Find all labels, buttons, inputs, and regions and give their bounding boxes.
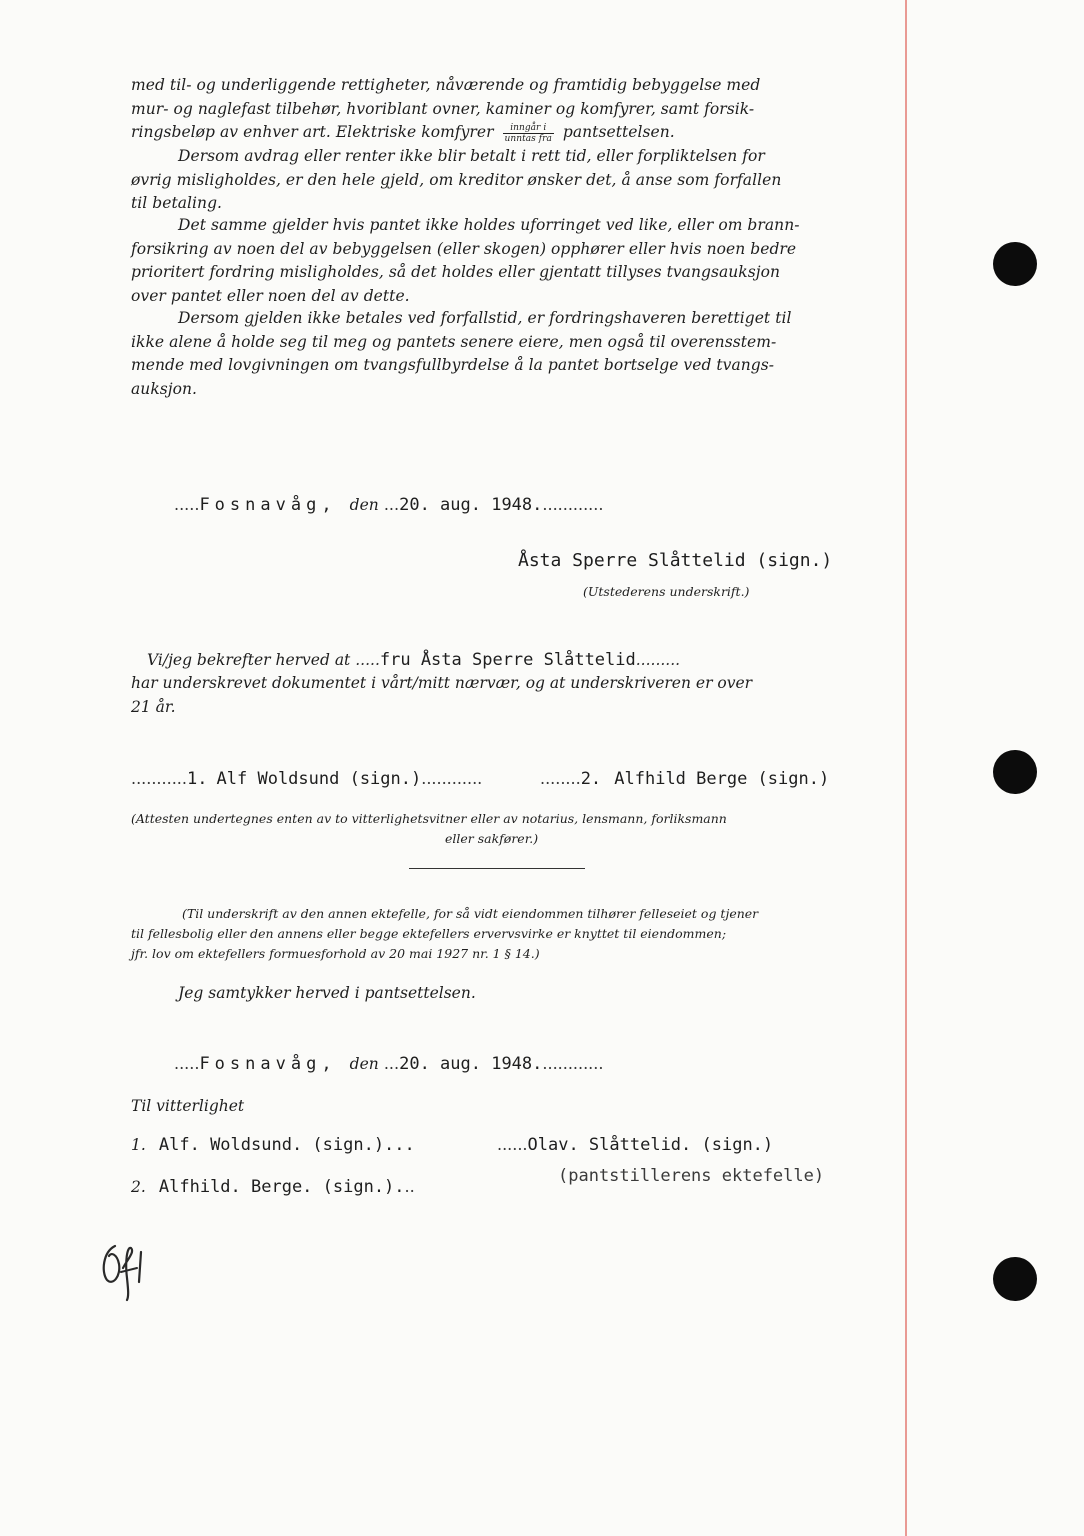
text-line: over pantet eller noen del av dette. (131, 286, 410, 305)
witness-line: ...........1. Alf Woldsund (sign.)............ (131, 769, 483, 789)
divider (409, 868, 585, 869)
witness-row: 2. Alfhild. Berge. (sign.)... (131, 1177, 415, 1197)
mortgage-clause-paragraph (131, 74, 871, 145)
issuer-signature: Åsta Sperre Slåttelid (sign.) (518, 550, 833, 571)
confirmed-signer-name: fru Åsta Sperre Slåttelid (379, 650, 636, 670)
handwritten-initials (97, 1238, 157, 1302)
spouse-note: til fellesbolig eller den annens eller begge ektefellers ervervsvirke er knyttet til eiendommen; (131, 926, 727, 941)
inclusion-fraction (503, 123, 554, 144)
consent-statement: Jeg samtykker herved i pantsettelsen. (178, 984, 476, 1002)
attestation-note: (Attesten undertegnes enten av to vitterlighetsvitner eller av notarius, lensmann, forliksmann (131, 811, 727, 826)
punch-hole (993, 1257, 1037, 1301)
spouse-signature: Olav. Slåttelid. (sign.) (527, 1135, 774, 1155)
punch-hole (993, 242, 1037, 286)
text-line: Dersom gjelden ikke betales ved forfallstid, er fordringshaveren berettiget til (178, 309, 792, 327)
text-line: Det samme gjelder hvis pantet ikke holdes uforringet ved like, eller om brann- (178, 216, 800, 234)
spouse-note: jfr. lov om ektefellers formuesforhold av 20 mai 1927 nr. 1 § 14.) (131, 946, 540, 961)
issuer-date: 20. aug. 1948. (399, 495, 543, 515)
text-line (131, 121, 871, 145)
spouse-signature-row: ......Olav. Slåttelid. (sign.) (497, 1135, 774, 1155)
text-line: med til- og underliggende rettigheter, nåværende og framtidig bebyggelse med (131, 76, 761, 94)
enforcement-clause-paragraph (131, 307, 871, 401)
witness-signature: Alfhild. Berge. (sign.). (158, 1177, 405, 1197)
witness-signature: Alfhild Berge (sign.) (614, 769, 830, 789)
text-line: prioritert fordring misligholdes, så det holdes eller gjentatt tillyses tvangsauksjon (131, 263, 781, 282)
punch-hole (993, 750, 1037, 794)
confirmation-text: har underskrevet dokumentet i vårt/mitt nærvær, og at underskriveren er over (131, 674, 753, 692)
spouse-date: 20. aug. 1948. (399, 1054, 543, 1074)
text-line: ikke alene å holde seg til meg og pantets senere eiere, men også til overensstem- (131, 332, 777, 351)
witness-signature: Alf. Woldsund. (sign.)... (158, 1135, 415, 1155)
spouse-place: Fosnavåg, (199, 1054, 337, 1074)
attestation-note: eller sakfører.) (445, 831, 539, 846)
vitterlighet-label: Til vitterlighet (131, 1097, 245, 1115)
fraction-top: inngår i (503, 123, 554, 134)
text-line: øvrig misligholdes, er den hele gjeld, om kreditor ønsker det, å anse som forfallen (131, 170, 782, 189)
den-label: den (349, 496, 379, 514)
witness-row (131, 1135, 415, 1155)
text-line: til betaling. (131, 194, 223, 213)
spouse-date-line: .....Fosnavåg, den ...20. aug. 1948............. (174, 1054, 604, 1074)
spouse-note: (Til underskrift av den annen ektefelle, for så vidt eiendommen tilhører felleseiet og tjener (182, 906, 759, 921)
witness-number: 1. (131, 1136, 146, 1154)
spouse-caption: (pantstillerens ektefelle) (558, 1166, 825, 1186)
insurance-clause-paragraph (131, 214, 871, 308)
default-clause-paragraph (131, 145, 871, 216)
text-line: forsikring av noen del av bebyggelsen (eller skogen) opphører eller hvis noen bedre (131, 239, 797, 258)
confirmation-lead: Vi/jeg bekrefter herved at (147, 651, 351, 669)
text-line: mur- og naglefast tilbehør, hvoriblant ovner, kaminer og komfyrer, samt forsik- (131, 99, 755, 118)
text-fragment: ringsbeløp av enhver art. Elektriske komfyrer (131, 123, 494, 142)
witness-number: 2. (580, 769, 602, 789)
text-line: auksjon. (131, 379, 198, 398)
text-fragment: pantsettelsen. (562, 123, 675, 142)
text-line: Dersom avdrag eller renter ikke blir betalt i rett tid, eller forpliktelsen for (178, 147, 765, 165)
witness-signature: Alf Woldsund (sign.) (216, 769, 422, 789)
den-label: den (349, 1055, 379, 1073)
confirmation-line: Vi/jeg bekrefter herved at .....fru Åsta Sperre Slåttelid......... (147, 650, 681, 670)
text-line: mende med lovgivningen om tvangsfullbyrdelse å la pantet bortselge ved tvangs- (131, 356, 775, 375)
witness-number: 2. (131, 1178, 146, 1196)
initials-scribble (97, 1238, 157, 1302)
fraction-bottom: unntas fra (504, 133, 552, 144)
issuer-place: Fosnavåg, (199, 495, 337, 515)
witness-number: 1. (186, 769, 208, 789)
confirmation-text: 21 år. (131, 698, 176, 716)
issuer-date-line: .....Fosnavåg, den ...20. aug. 1948............. (174, 495, 604, 515)
witness-line: ........2. Alfhild Berge (sign.) (540, 769, 830, 789)
red-margin-line (905, 0, 907, 1536)
issuer-signature-caption: (Utstederens underskrift.) (583, 584, 750, 599)
